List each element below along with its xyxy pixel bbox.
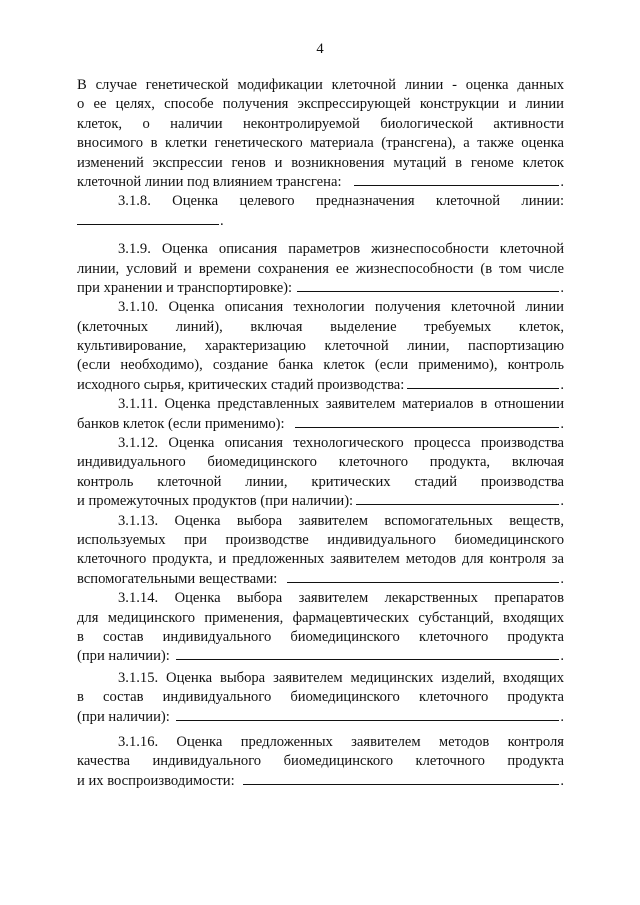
end-dot: .	[560, 648, 564, 665]
blank-field[interactable]	[176, 647, 560, 660]
text-line: 3.1.9. Оценка описания параметров жизнеспособности клеточной	[118, 241, 564, 258]
blank-field[interactable]	[295, 415, 560, 428]
text-line: и их воспроизводимости:	[77, 772, 235, 789]
item-3-1-16	[77, 733, 564, 791]
page-number: 4	[316, 41, 324, 57]
text-line: 3.1.15. Оценка выбора заявителем медицинских изделий, входящих	[118, 669, 564, 686]
text-line-with-blank	[77, 647, 564, 666]
item-3-1-15	[77, 669, 564, 727]
end-dot: .	[560, 493, 564, 510]
end-dot: .	[560, 772, 564, 789]
item-3-1-9	[77, 240, 564, 298]
text-line-with-blank	[77, 772, 564, 791]
text-line: вносимого в клетки генетического материала (трансгена), а также оценка	[77, 135, 564, 152]
text-line: (клеточных линий), включая выделение требуемых клеток,	[77, 318, 564, 335]
end-dot: .	[560, 415, 564, 432]
blank-field[interactable]	[356, 492, 559, 505]
text-line: 3.1.11. Оценка представленных заявителем материалов в отношении	[118, 396, 564, 413]
text-line-with-blank	[77, 415, 564, 434]
text-line: 3.1.14. Оценка выбора заявителем лекарственных препаратов	[118, 590, 564, 607]
blank-field[interactable]	[176, 708, 560, 721]
text-line: (при наличии):	[77, 708, 170, 725]
text-line: при хранении и транспортировке):	[77, 279, 293, 296]
text-line-with-blank	[77, 376, 564, 395]
item-3-1-13	[77, 512, 564, 590]
item-3-1-10	[77, 298, 564, 395]
end-dot: .	[560, 173, 564, 190]
document-body	[77, 76, 564, 791]
text-line-with-blank	[77, 212, 564, 231]
text-line: индивидуального биомедицинского клеточного продукта, включая	[77, 454, 564, 471]
end-dot: .	[220, 212, 224, 229]
text-line: в состав индивидуального биомедицинского клеточного продукта	[77, 689, 564, 706]
end-dot: .	[560, 279, 564, 296]
text-line: 3.1.8. Оценка целевого предназначения клеточной линии:	[118, 193, 564, 210]
item-3-1-14	[77, 589, 564, 667]
text-line: в состав индивидуального биомедицинского клеточного продукта	[77, 628, 564, 645]
item-3-1-11	[77, 395, 564, 434]
text-line-with-blank	[77, 173, 564, 192]
text-line: 3.1.13. Оценка выбора заявителем вспомогательных веществ,	[118, 512, 564, 529]
text-line: клеточного продукта, и предложенных заявителем методов для контроля за	[77, 551, 564, 568]
text-line: клеточной линии под влиянием трансгена:	[77, 173, 342, 190]
text-line: В случае генетической модификации клеточной линии - оценка данных	[77, 77, 564, 93]
text-line: 3.1.16. Оценка предложенных заявителем методов контроля	[118, 733, 564, 750]
text-line: линии, условий и времени сохранения ее жизнеспособности (в том числе	[77, 260, 564, 277]
end-dot: .	[560, 376, 564, 393]
blank-field[interactable]	[407, 376, 559, 389]
text-line: клеток, о наличии неконтролируемой биологической активности	[77, 115, 564, 132]
text-line-with-blank	[77, 279, 564, 298]
text-line: и промежуточных продуктов (при наличии):	[77, 493, 354, 510]
blank-field[interactable]	[243, 772, 560, 785]
blank-field[interactable]	[297, 279, 559, 292]
text-line: изменений экспрессии генов и возникновения мутаций в геноме клеток	[77, 154, 564, 171]
text-line: (при наличии):	[77, 648, 170, 665]
text-line-with-blank	[77, 492, 564, 511]
blank-field[interactable]	[287, 570, 559, 583]
end-dot: .	[560, 570, 564, 587]
text-line: контроль клеточной линии, критических стадий производства	[77, 473, 564, 490]
text-line-with-blank	[77, 708, 564, 727]
text-line: 3.1.12. Оценка описания технологического процесса производства	[118, 435, 564, 452]
text-line: качества индивидуального биомедицинского клеточного продукта	[77, 753, 564, 770]
item-3-1-12	[77, 434, 564, 512]
text-line-with-blank	[77, 570, 564, 589]
text-line: используемых при производстве индивидуального биомедицинского	[77, 531, 564, 548]
text-line: о ее целях, способе получения экспрессирующей конструкции и линии	[77, 96, 564, 113]
text-line: банков клеток (если применимо):	[77, 415, 285, 432]
text-line: (если необходимо), создание банка клеток (если применимо), контроль	[77, 357, 564, 374]
item-3-1-8	[77, 192, 564, 231]
text-line: для медицинского применения, фармацевтических субстанций, входящих	[77, 609, 564, 626]
text-line: исходного сырья, критических стадий производства:	[77, 376, 405, 393]
text-line: культивирование, характеризацию клеточной линии, паспортизацию	[77, 338, 564, 355]
text-line: вспомогательными веществами:	[77, 570, 278, 587]
blank-field[interactable]	[354, 173, 560, 186]
text-line: 3.1.10. Оценка описания технологии получения клеточной линии	[118, 299, 564, 316]
blank-field[interactable]	[77, 212, 219, 225]
intro-paragraph	[77, 76, 564, 192]
end-dot: .	[560, 708, 564, 725]
